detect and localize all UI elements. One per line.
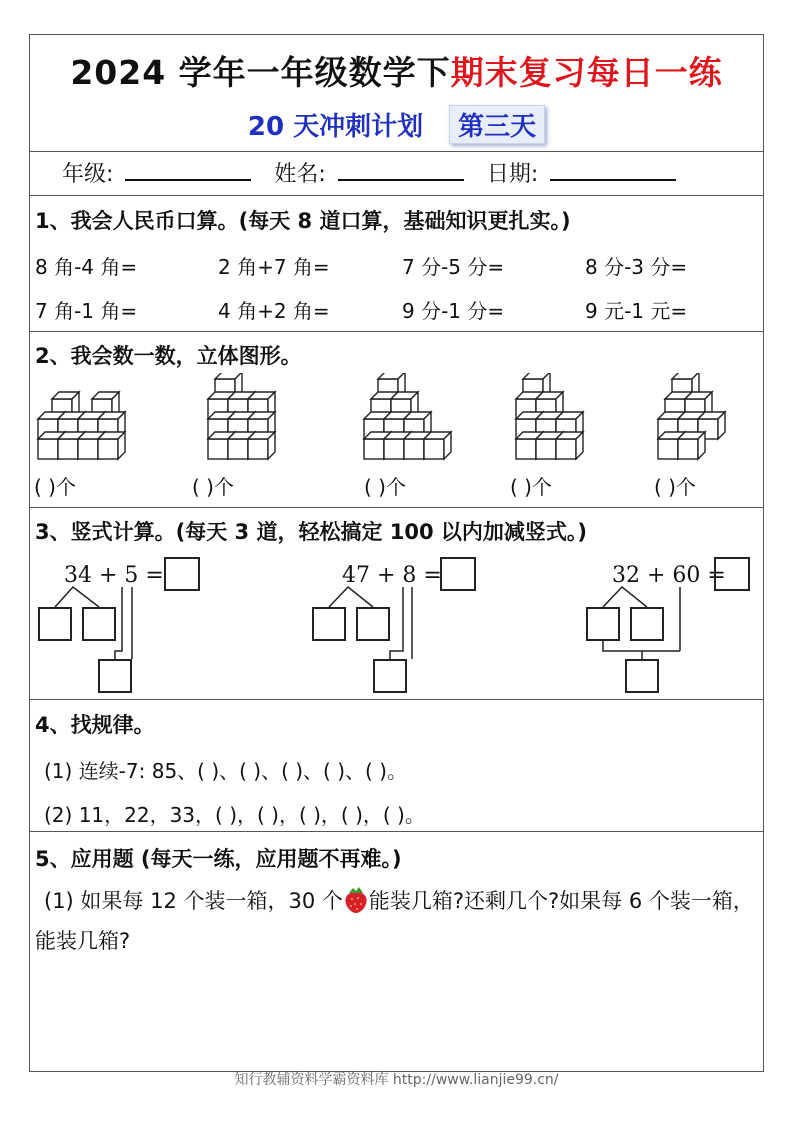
count-answer-4[interactable]: ( )个 [510, 475, 552, 499]
count-answer-3[interactable]: ( )个 [364, 475, 406, 499]
problem: 7 角-1 角= [35, 299, 138, 323]
strawberry-icon [343, 884, 369, 914]
problem: 7 分-5 分= [402, 255, 505, 279]
grade-label: 年级: [62, 162, 114, 187]
pattern-question-1[interactable]: (1) 连续-7: 85、( )、( )、( )、( )、( )。 [44, 759, 407, 783]
count-answer-2[interactable]: ( )个 [192, 475, 234, 499]
section1-title: 1、我会人民币口算。(每天 8 道口算，基础知识更扎实。) [35, 209, 571, 233]
split-lines [30, 35, 765, 735]
problem: 4 角+2 角= [218, 299, 330, 323]
section3-title: 3、竖式计算。(每天 3 道，轻松搞定 100 以内加减竖式。) [35, 520, 587, 544]
word-problem-1 [35, 881, 760, 961]
title-main: 2024 学年一年级数学下 [70, 53, 451, 92]
equation: 34 + 5 = [64, 563, 164, 588]
problem: 9 分-1 分= [402, 299, 505, 323]
pattern-question-2[interactable]: (2) 11，22，33，( )，( )，( )，( )，( )。 [44, 803, 425, 827]
day-badge: 第三天 [449, 105, 545, 144]
problem-text-end: 能装几箱?还剩几个?如果每 6 个装一箱，能装几箱? [35, 889, 754, 953]
problem: 8 角-4 角= [35, 255, 138, 279]
date-label: 日期: [486, 162, 539, 187]
name-label: 姓名: [274, 162, 326, 187]
footer-credit: 知行教辅资料学霸资料库 http://www.lianjie99.cn/ [234, 1072, 559, 1088]
problem: 9 元-1 元= [585, 299, 688, 323]
equation: 47 + 8 = [342, 563, 442, 588]
problem: 2 角+7 角= [218, 255, 330, 279]
section2-title: 2、我会数一数，立体图形。 [35, 344, 302, 368]
worksheet [29, 34, 764, 1072]
section4-title: 4、找规律。 [35, 713, 155, 737]
section5-title: 5、应用题 (每天一练，应用题不再难。) [35, 847, 402, 871]
count-answer-5[interactable]: ( )个 [654, 475, 696, 499]
equation: 32 + 60 = [612, 563, 726, 588]
count-answer-1[interactable]: ( )个 [34, 475, 76, 499]
title-highlight: 期末复习每日一练 [450, 53, 723, 92]
subtitle-plan: 20 天冲刺计划 [247, 112, 424, 142]
problem: 8 分-3 分= [585, 255, 688, 279]
problem-text-start: (1) 如果每 12 个装一箱，30 个 [44, 889, 343, 913]
